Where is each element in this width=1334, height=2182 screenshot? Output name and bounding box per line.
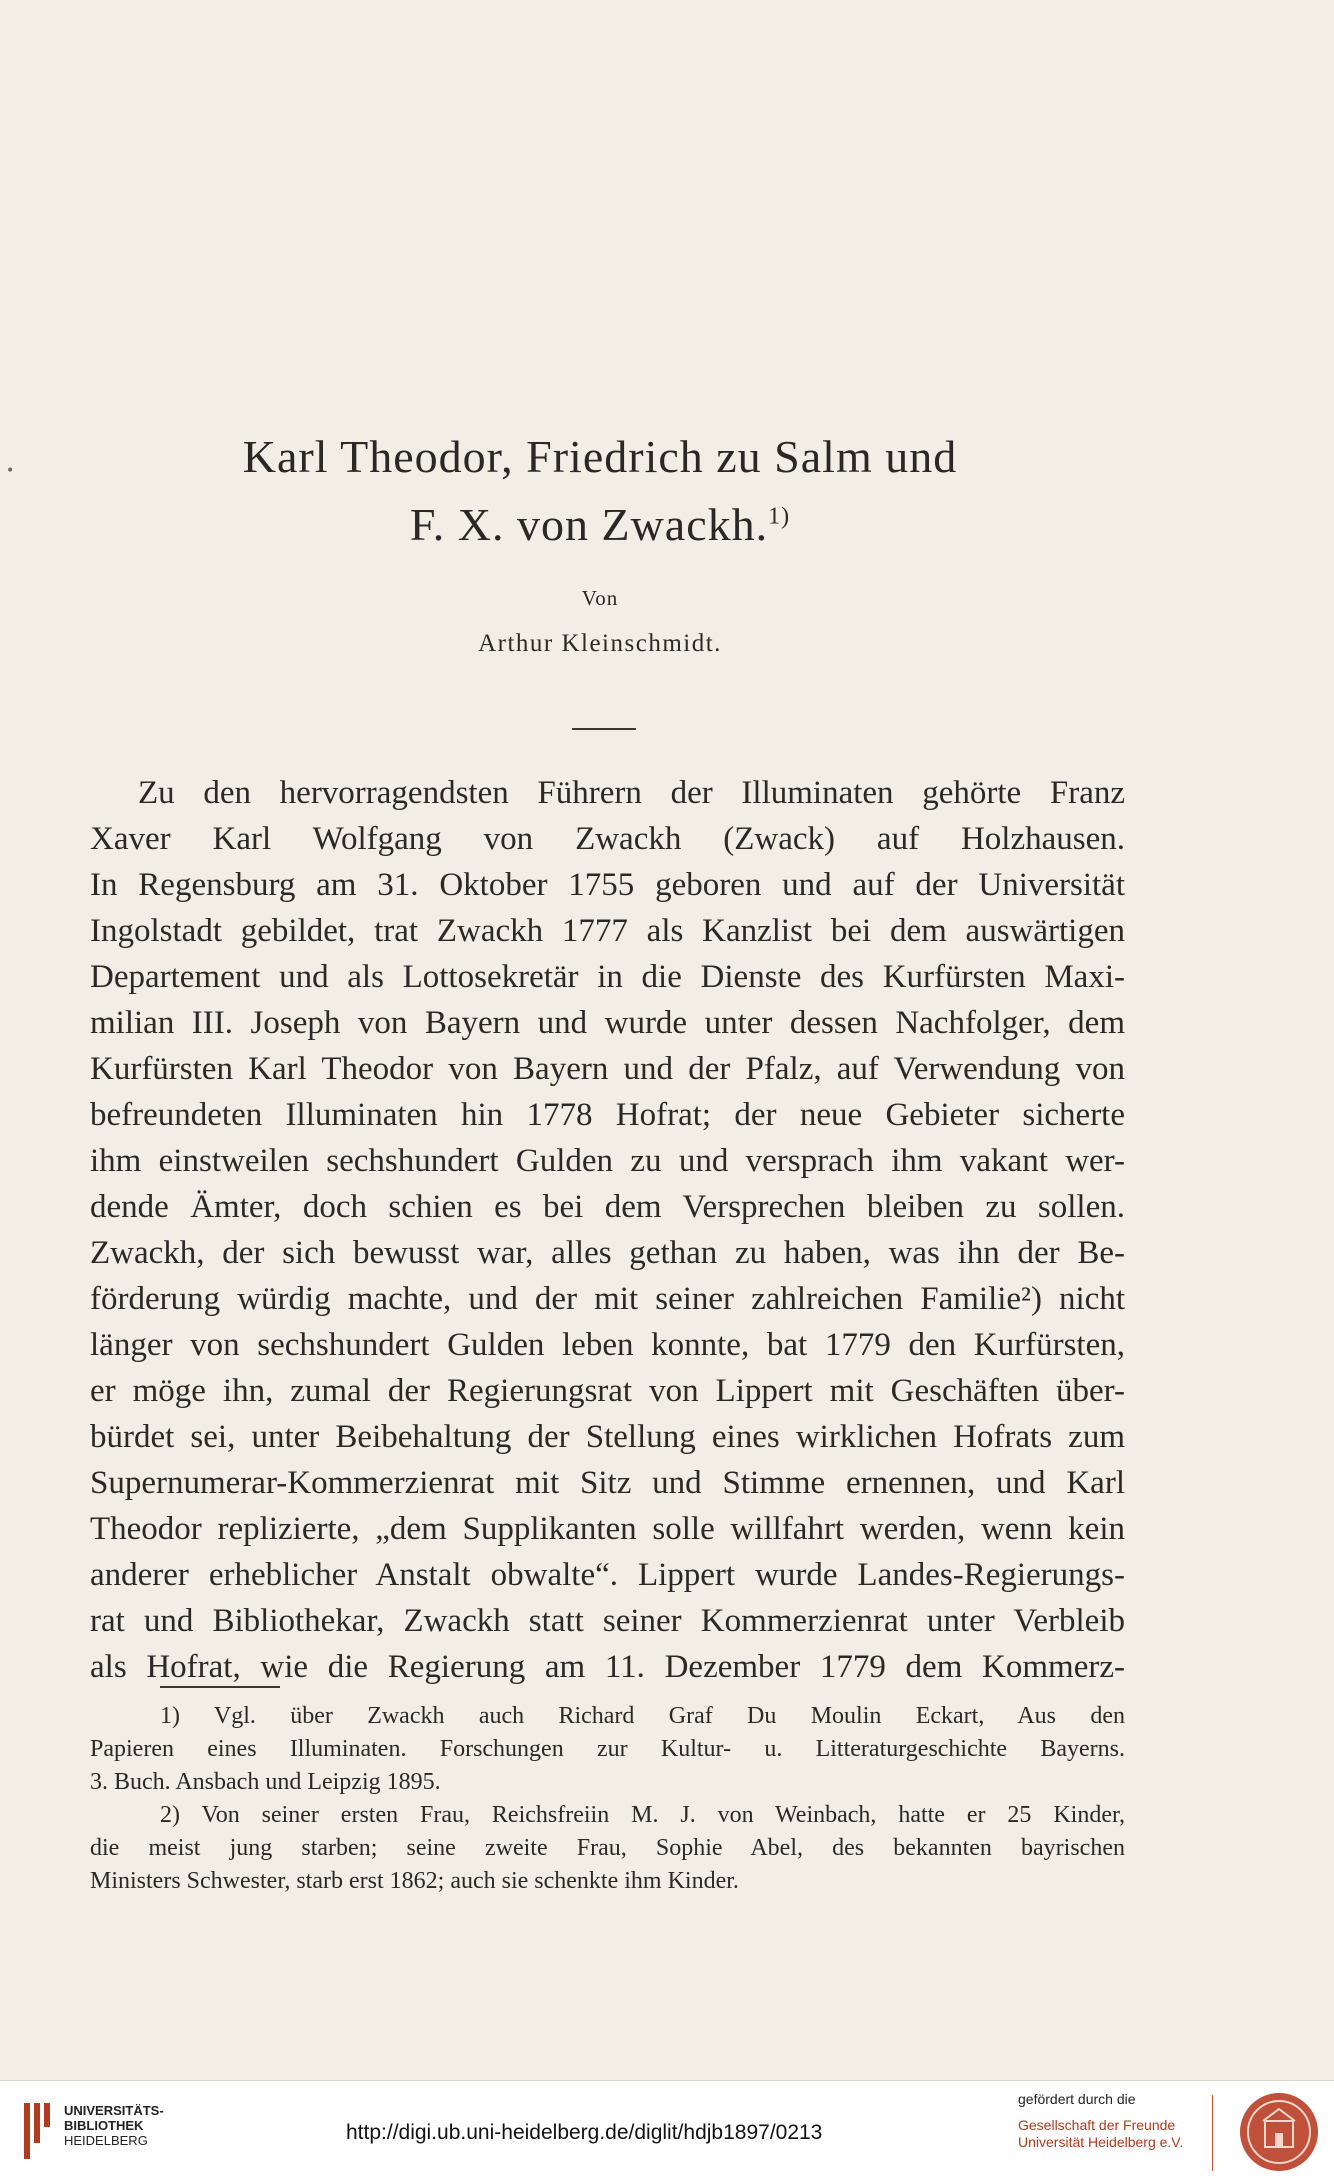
body-line: Zu den hervorragendsten Führern der Illuminaten gehörte Franz	[138, 775, 1125, 811]
body-line: bürdet sei, unter Beibehaltung der Stellung eines wirklichen Hofrats zum	[90, 1419, 1125, 1455]
body-line: Xaver Karl Wolfgang von Zwackh (Zwack) auf Holzhausen.	[90, 821, 1125, 857]
byline-prefix: Von	[581, 586, 619, 610]
title-footnote-mark: 1)	[768, 503, 791, 530]
footnotes	[90, 1700, 1125, 1898]
body-line: länger von sechshundert Gulden leben konnte, bat 1779 den Kurfürsten,	[90, 1327, 1125, 1363]
footnote-line: 2) Von seiner ersten Frau, Reichsfreiin M. J. von Weinbach, hatte er 25 Kinder,	[160, 1802, 1125, 1828]
body-line: ihm einstweilen sechshundert Gulden zu und versprach ihm vakant wer-	[90, 1143, 1125, 1179]
body-line: befreundeten Illuminaten hin 1778 Hofrat; der neue Gebieter sicherte	[90, 1097, 1125, 1133]
sponsor-divider	[1212, 2095, 1213, 2171]
body-line: Ingolstadt gebildet, trat Zwackh 1777 als Kanzlist bei dem auswärtigen	[90, 913, 1125, 949]
body-line: Kurfürsten Karl Theodor von Bayern und der Pfalz, auf Verwendung von	[90, 1051, 1125, 1087]
permalink-url[interactable]: http://digi.ub.uni-heidelberg.de/diglit/hdjb1897/0213	[346, 2121, 823, 2144]
body-line: Zwackh, der sich bewusst war, alles gethan zu haben, was ihn der Be-	[90, 1235, 1125, 1271]
footnote-line: 1) Vgl. über Zwackh auch Richard Graf Du Moulin Eckart, Aus den	[160, 1703, 1125, 1729]
body-line: dende Ämter, doch schien es bei dem Versprechen bleiben zu sollen.	[90, 1189, 1125, 1225]
article-title-line-1: Karl Theodor, Friedrich zu Salm und	[242, 431, 958, 482]
footnote-line: 3. Buch. Ansbach und Leipzig 1895.	[90, 1769, 441, 1795]
sponsor-org-line-2: Universität Heidelberg e.V.	[1018, 2134, 1184, 2150]
digitization-footer	[0, 2080, 1334, 2182]
library-name: UNIVERSITÄTS- BIBLIOTHEK HEIDELBERG	[64, 2103, 164, 2148]
footnote-line: die meist jung starben; seine zweite Frau, Sophie Abel, des bekannten bayrischen	[90, 1835, 1125, 1861]
body-text	[90, 770, 1125, 1690]
footnote-line: Papieren eines Illuminaten. Forschungen zur Kultur- u. Litteraturgeschichte Bayerns.	[90, 1736, 1125, 1762]
margin-mark: •	[6, 463, 15, 479]
library-logo-icon	[18, 2099, 54, 2163]
body-line: Departement und als Lottosekretär in die Dienste des Kurfürsten Maxi-	[90, 959, 1125, 995]
author-name: Arthur Kleinschmidt.	[478, 630, 722, 657]
body-line: In Regensburg am 31. Oktober 1755 geboren und auf der Universität	[90, 867, 1125, 903]
title-divider	[572, 728, 636, 730]
footnote-divider	[160, 1686, 280, 1688]
sponsor-org-line-1: Gesellschaft der Freunde	[1018, 2117, 1176, 2133]
body-line: als Hofrat, wie die Regierung am 11. Dezember 1779 dem Kommerz-	[90, 1649, 1125, 1685]
body-line: anderer erheblicher Anstalt obwalte“. Lippert wurde Landes-Regierungs-	[90, 1557, 1125, 1593]
university-seal-icon	[1238, 2091, 1320, 2173]
body-line: Theodor replizierte, „dem Supplikanten solle willfahrt werden, wenn kein	[90, 1511, 1125, 1547]
body-line: förderung würdig machte, und der mit seiner zahlreichen Familie²) nicht	[90, 1281, 1125, 1317]
body-line: milian III. Joseph von Bayern und wurde unter dessen Nachfolger, dem	[90, 1005, 1125, 1041]
body-line: rat und Bibliothekar, Zwackh statt seiner Kommerzienrat unter Verbleib	[90, 1603, 1125, 1639]
article-title-line-2: F. X. von Zwackh.$^{1)}$	[409, 499, 791, 550]
body-line: er möge ihn, zumal der Regierungsrat von Lippert mit Geschäften über-	[90, 1373, 1125, 1409]
footnote-line: Ministers Schwester, starb erst 1862; auch sie schenkte ihm Kinder.	[90, 1868, 739, 1894]
sponsor-block	[1018, 2091, 1208, 2151]
sponsor-label: gefördert durch die	[1018, 2091, 1136, 2107]
body-line: Supernumerar-Kommerzienrat mit Sitz und Stimme ernennen, und Karl	[90, 1465, 1125, 1501]
